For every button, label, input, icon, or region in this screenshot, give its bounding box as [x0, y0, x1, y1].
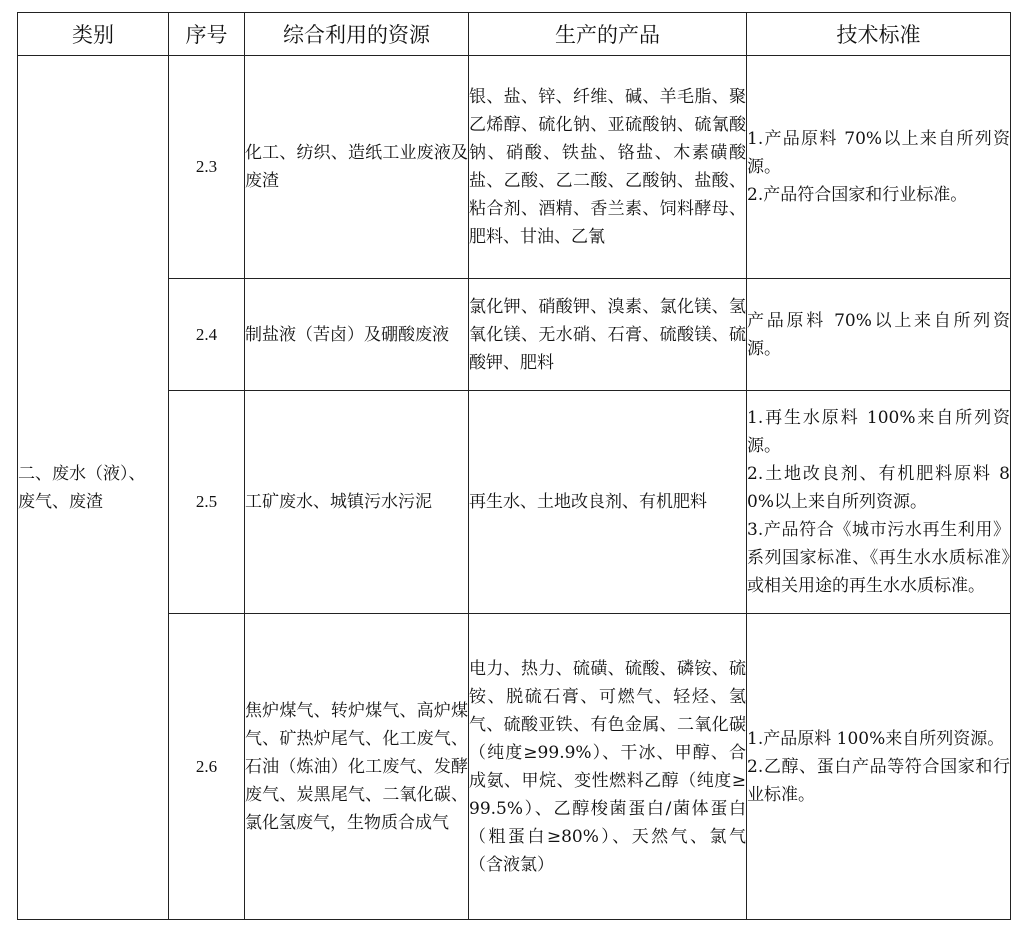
resource-cell: 工矿废水、城镇污水污泥: [245, 391, 469, 614]
header-number: 序号: [169, 13, 245, 56]
product-cell: 电力、热力、硫磺、硫酸、磷铵、硫铵、脱硫石膏、可燃气、轻烃、氢气、硫酸亚铁、有色金属、二氧化碳（纯度≥99.9%）、干冰、甲醇、合成氨、甲烷、变性燃料乙醇（纯度≥99.5%）、乙醇梭菌蛋白/菌体蛋白（粗蛋白≥80%）、天然气、氯气（含液氯）: [469, 614, 747, 920]
standard-item: 2.土地改良剂、有机肥料原料 80%以上来自所列资源。: [747, 464, 1010, 512]
resource-cell: 制盐液（苦卤）及硼酸废液: [245, 279, 469, 391]
resource-utilization-table: [17, 12, 1011, 920]
product-cell: 再生水、土地改良剂、有机肥料: [469, 391, 747, 614]
standard-cell: [747, 614, 1011, 920]
resource-cell: 化工、纺织、造纸工业废液及废渣: [245, 56, 469, 279]
standard-item: 产品原料 70%以上来自所列资源。: [747, 310, 1010, 359]
row-number: 2.5: [169, 391, 245, 614]
standard-item: 1.再生水原料 100%来自所列资源。: [747, 408, 1010, 456]
standard-cell: [747, 391, 1011, 614]
table-row: [18, 56, 1011, 279]
product-cell: 氯化钾、硝酸钾、溴素、氯化镁、氢氧化镁、无水硝、石膏、硫酸镁、硫酸钾、肥料: [469, 279, 747, 391]
header-category: 类别: [18, 13, 169, 56]
standard-item: 3.产品符合《城市污水再生利用》系列国家标准、《再生水水质标准》或相关用途的再生水水质标准。: [747, 520, 1010, 596]
standard-cell: [747, 279, 1011, 391]
product-cell: 银、盐、锌、纤维、碱、羊毛脂、聚乙烯醇、硫化钠、亚硫酸钠、硫氰酸钠、硝酸、铁盐、铬盐、木素磺酸盐、乙酸、乙二酸、乙酸钠、盐酸、粘合剂、酒精、香兰素、饲料酵母、肥料、甘油、乙氰: [469, 56, 747, 279]
header-product: 生产的产品: [469, 13, 747, 56]
standard-item: 1.产品原料 70%以上来自所列资源。: [747, 129, 1010, 177]
header-resource: 综合利用的资源: [245, 13, 469, 56]
row-number: 2.3: [169, 56, 245, 279]
category-cell: [18, 56, 169, 920]
standard-item: 2.乙醇、蛋白产品等符合国家和行业标准。: [747, 756, 1010, 805]
standard-item: 1.产品原料 100%来自所列资源。: [747, 728, 1005, 749]
header-standard: 技术标准: [747, 13, 1011, 56]
category-line-2: 废气、废渣: [18, 491, 103, 512]
category-line-1: 二、废水（液）、: [18, 463, 146, 484]
header-row: [18, 13, 1011, 56]
standard-cell: [747, 56, 1011, 279]
row-number: 2.6: [169, 614, 245, 920]
row-number: 2.4: [169, 279, 245, 391]
resource-cell: 焦炉煤气、转炉煤气、高炉煤气、矿热炉尾气、化工废气、石油（炼油）化工废气、发酵废气、炭黑尾气、二氧化碳、氯化氢废气，生物质合成气: [245, 614, 469, 920]
standard-item: 2.产品符合国家和行业标准。: [747, 185, 968, 205]
